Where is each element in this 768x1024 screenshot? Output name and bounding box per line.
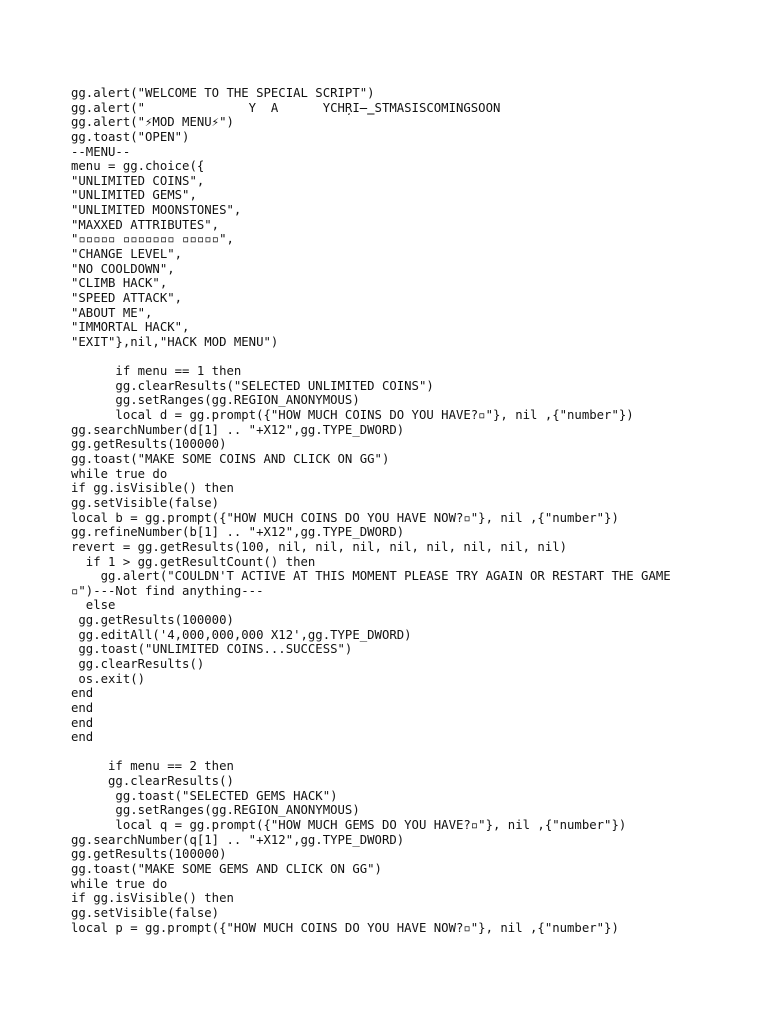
code-line: "UNLIMITED GEMS",: [71, 188, 197, 203]
code-line: gg.toast("MAKE SOME COINS AND CLICK ON GG"): [71, 452, 390, 467]
code-line: else: [71, 598, 116, 613]
code-line: gg.toast("UNLIMITED COINS...SUCCESS"): [71, 642, 353, 657]
code-line: gg.refineNumber(b[1] .. "+X12",gg.TYPE_DWORD): [71, 525, 405, 540]
code-line: menu = gg.choice({: [71, 159, 205, 174]
code-line: end: [71, 730, 94, 745]
code-line: revert = gg.getResults(100, nil, nil, nil, nil, nil, nil, nil, nil): [71, 539, 568, 554]
code-line: gg.setVisible(false): [71, 495, 220, 510]
code-line: gg.alert("WELCOME TO THE SPECIAL SCRIPT"): [71, 86, 375, 100]
code-line: "MAXXED ATTRIBUTES",: [71, 217, 220, 232]
code-line: "CLIMB HACK",: [71, 276, 168, 291]
code-line: [71, 745, 761, 760]
code-line: "▫▫▫▫▫ ▫▫▫▫▫▫▫ ▫▫▫▫▫",: [71, 232, 234, 247]
code-line: if menu == 2 then: [71, 759, 234, 774]
code-line: "ABOUT ME",: [71, 305, 153, 320]
code-line: "EXIT"},nil,"HACK MOD MENU"): [71, 334, 279, 349]
code-line: [71, 350, 761, 365]
code-line: gg.setRanges(gg.REGION_ANONYMOUS): [71, 393, 360, 408]
code-line: gg.clearResults(): [71, 774, 234, 789]
code-line: os.exit(): [71, 671, 146, 686]
code-line: --MENU--: [71, 144, 131, 159]
code-line: gg.clearResults("SELECTED UNLIMITED COINS"): [71, 378, 434, 393]
code-line: "CHANGE LEVEL",: [71, 247, 183, 262]
code-line: gg.setVisible(false): [71, 905, 220, 920]
code-line: gg.editAll('4,000,000,000 X12',gg.TYPE_DWORD): [71, 627, 412, 642]
code-line: gg.toast("OPEN"): [71, 129, 190, 144]
code-line: while true do: [71, 466, 168, 481]
code-line: "SPEED ATTACK",: [71, 290, 183, 305]
code-line: "NO COOLDOWN",: [71, 261, 175, 276]
code-line: gg.clearResults(): [71, 656, 205, 671]
code-line: gg.getResults(100000): [71, 613, 234, 628]
code-line: local d = gg.prompt({"HOW MUCH COINS DO YOU HAVE?▫"}, nil ,{"number"}): [71, 408, 634, 423]
code-line: gg.toast("SELECTED GEMS HACK"): [71, 788, 338, 803]
code-line: if 1 > gg.getResultCount() then: [71, 554, 316, 569]
code-line: gg.getResults(100000): [71, 437, 227, 452]
code-line: local p = gg.prompt({"HOW MUCH COINS DO YOU HAVE NOW?▫"}, nil ,{"number"}): [71, 920, 619, 935]
code-line: gg.alert("⚡MOD MENU⚡"): [71, 115, 234, 130]
code-line: gg.alert("COULDN'T ACTIVE AT THIS MOMENT PLEASE TRY AGAIN OR RESTART THE GAME: [71, 569, 671, 584]
code-line: if menu == 1 then: [71, 364, 242, 379]
code-line: gg.alert(" Y A YCHŖI̶̳STMASISCOMINGSOON: [71, 100, 501, 115]
code-line: gg.toast("MAKE SOME GEMS AND CLICK ON GG"): [71, 861, 382, 876]
code-line: while true do: [71, 876, 168, 891]
code-line: end: [71, 700, 94, 715]
code-line: gg.setRanges(gg.REGION_ANONYMOUS): [71, 803, 360, 818]
code-line: end: [71, 715, 94, 730]
code-line: if gg.isVisible() then: [71, 891, 234, 906]
code-line: end: [71, 686, 94, 701]
code-line: ▫")---Not find anything---: [71, 583, 264, 598]
code-line: local b = gg.prompt({"HOW MUCH COINS DO YOU HAVE NOW?▫"}, nil ,{"number"}): [71, 510, 619, 525]
code-line: gg.searchNumber(d[1] .. "+X12",gg.TYPE_DWORD): [71, 422, 405, 437]
code-line: gg.searchNumber(q[1] .. "+X12",gg.TYPE_DWORD): [71, 832, 405, 847]
code-line: if gg.isVisible() then: [71, 481, 234, 496]
code-line: local q = gg.prompt({"HOW MUCH GEMS DO YOU HAVE?▫"}, nil ,{"number"}): [71, 818, 627, 833]
code-line: "UNLIMITED COINS",: [71, 173, 205, 188]
code-line: "IMMORTAL HACK",: [71, 320, 190, 335]
document-page: [71, 86, 761, 935]
code-line: gg.getResults(100000): [71, 847, 227, 862]
code-line: "UNLIMITED MOONSTONES",: [71, 203, 242, 218]
